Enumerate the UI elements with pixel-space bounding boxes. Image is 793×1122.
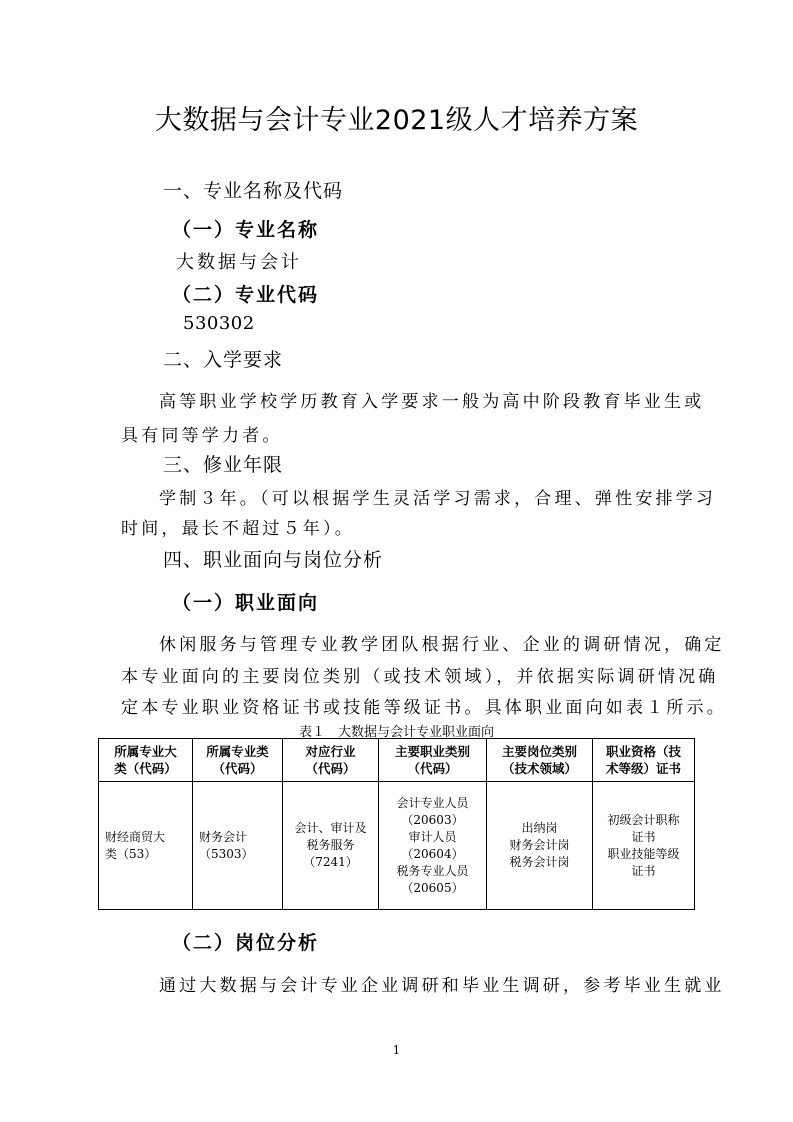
paragraph-line: 时间，最长不超过５年）。 <box>121 519 355 539</box>
section-heading-4: 四、职业面向与岗位分析 <box>163 549 384 571</box>
page-title: 大数据与会计专业2021级人才培养方案 <box>154 105 639 136</box>
table-cell: 财务会计 （5303） <box>193 782 283 910</box>
major-name-value: 大数据与会计 <box>176 252 302 273</box>
major-code-value: 530302 <box>183 313 255 334</box>
page-number: 1 <box>392 1043 401 1057</box>
section-heading-2: 二、入学要求 <box>163 349 284 371</box>
table-cell: 会计、审计及 税务服务 （7241） <box>283 782 379 910</box>
table-row <box>99 782 695 910</box>
header-cell: 主要职业类别 （代码） <box>379 739 487 782</box>
occupation-table <box>98 738 695 910</box>
table-header-row <box>99 739 695 782</box>
subheading-occupation: （一）职业面向 <box>172 592 320 614</box>
paragraph-line: 定本专业职业资格证书或技能等级证书。具体职业面向如表１所示。 <box>121 698 727 718</box>
subheading-major-name: （一）专业名称 <box>172 219 320 241</box>
section-heading-3: 三、修业年限 <box>163 454 284 476</box>
header-cell: 主要岗位类别 （技术领域） <box>487 739 593 782</box>
paragraph-line: 学制３年。（可以根据学生灵活学习需求，合理、弹性安排学习 <box>159 489 717 509</box>
header-cell: 职业资格（技 术等级）证书 <box>593 739 695 782</box>
table-caption: 表１ 大数据与会计专业职业面向 <box>298 725 494 740</box>
paragraph-line: 具有同等学力者。 <box>121 426 283 446</box>
header-cell: 对应行业 （代码） <box>283 739 379 782</box>
paragraph-line: 本专业面向的主要岗位类别（或技术领域），并依据实际调研情况确 <box>121 667 719 687</box>
table-cell: 会计专业人员 （20603） 审计人员 （20604） 税务专业人员 （20605） <box>379 782 487 910</box>
header-cell: 所属专业大 类（代码） <box>99 739 193 782</box>
table-cell: 出纳岗 财务会计岗 税务会计岗 <box>487 782 593 910</box>
paragraph-line: 高等职业学校学历教育入学要求一般为高中阶段教育毕业生或 <box>159 392 705 412</box>
paragraph-line: 通过大数据与会计专业企业调研和毕业生调研，参考毕业生就业 <box>159 976 725 996</box>
section-heading-1: 一、专业名称及代码 <box>163 180 344 202</box>
table-cell: 财经商贸大 类（53） <box>99 782 193 910</box>
table-cell: 初级会计职称 证书 职业技能等级 证书 <box>593 782 695 910</box>
paragraph-line: 休闲服务与管理专业教学团队根据行业、企业的调研情况，确定 <box>159 635 725 655</box>
subheading-position-analysis: （二）岗位分析 <box>172 932 320 954</box>
header-cell: 所属专业类 （代码） <box>193 739 283 782</box>
subheading-major-code: （二）专业代码 <box>172 284 320 306</box>
